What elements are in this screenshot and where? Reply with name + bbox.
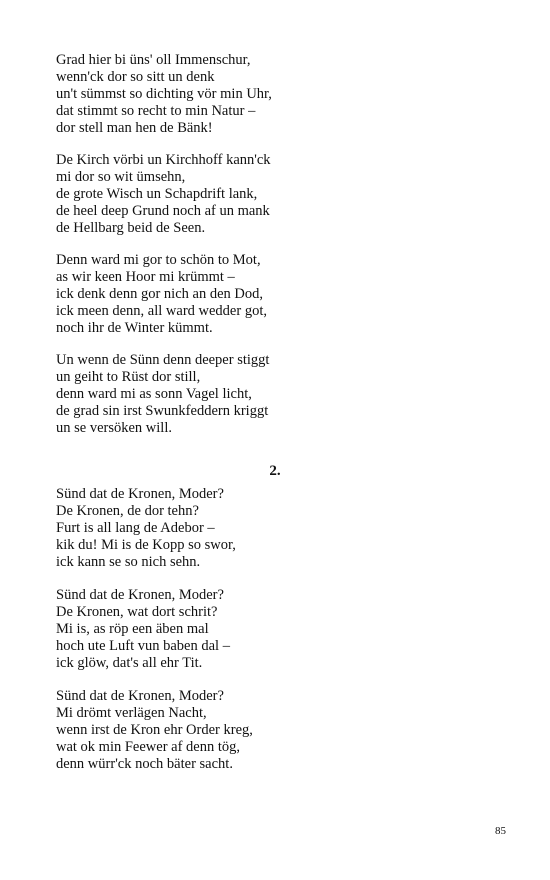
verse-line: Furt is all lang de Adebor – xyxy=(56,520,215,536)
verse-line: De Kirch vörbi un Kirchhoff kann'ck xyxy=(56,152,271,168)
verse-line: hoch ute Luft vun baben dal – xyxy=(56,638,230,654)
stanza-2-1 xyxy=(56,486,236,571)
verse-line: dor stell man hen de Bänk! xyxy=(56,120,213,136)
verse-line: Sünd dat de Kronen, Moder? xyxy=(56,587,224,603)
verse-line: de heel deep Grund noch af un mank xyxy=(56,203,270,219)
verse-line: un se versöken will. xyxy=(56,420,172,436)
stanza-1-4 xyxy=(56,352,269,437)
verse-line: de grad sin irst Swunkfeddern kriggt xyxy=(56,403,269,419)
stanza-2-2 xyxy=(56,587,230,672)
verse-line: Un wenn de Sünn denn deeper stiggt xyxy=(56,352,270,368)
verse-line: noch ihr de Winter kümmt. xyxy=(56,320,213,336)
page-number: 85 xyxy=(495,825,506,837)
verse-line: ick kann se so nich sehn. xyxy=(56,554,201,570)
verse-line: kik du! Mi is de Kopp so swor, xyxy=(56,537,236,553)
verse-line: Sünd dat de Kronen, Moder? xyxy=(56,486,224,502)
verse-line: de grote Wisch un Schapdrift lank, xyxy=(56,186,258,202)
verse-line: dat stimmt so recht to min Natur – xyxy=(56,103,256,119)
verse-line: De Kronen, wat dort schrit? xyxy=(56,604,218,620)
verse-line: denn ward mi as sonn Vagel licht, xyxy=(56,386,252,402)
verse-line: Grad hier bi üns' oll Immenschur, xyxy=(56,52,251,68)
verse-line: ick glöw, dat's all ehr Tit. xyxy=(56,655,203,671)
verse-line: Sünd dat de Kronen, Moder? xyxy=(56,688,224,704)
verse-line: de Hellbarg beid de Seen. xyxy=(56,220,206,236)
section-number: 2. xyxy=(269,463,281,479)
stanza-2-3 xyxy=(56,688,253,773)
verse-line: as wir keen Hoor mi krümmt – xyxy=(56,269,235,285)
verse-line: Mi drömt verlägen Nacht, xyxy=(56,705,207,721)
verse-line: mi dor so wit ümsehn, xyxy=(56,169,186,185)
stanza-1-1 xyxy=(56,52,272,137)
verse-line: un't sümmst so dichting vör min Uhr, xyxy=(56,86,272,102)
verse-line: denn würr'ck noch bäter sacht. xyxy=(56,756,233,772)
verse-line: un geiht to Rüst dor still, xyxy=(56,369,201,385)
verse-line: Denn ward mi gor to schön to Mot, xyxy=(56,252,261,268)
verse-line: ick meen denn, all ward wedder got, xyxy=(56,303,267,319)
verse-line: wat ok min Feewer af denn tög, xyxy=(56,739,241,755)
verse-line: De Kronen, de dor tehn? xyxy=(56,503,199,519)
stanza-1-3 xyxy=(56,252,267,337)
verse-line: Mi is, as röp een äben mal xyxy=(56,621,209,637)
stanza-1-2 xyxy=(56,152,271,237)
verse-line: ick denk denn gor nich an den Dod, xyxy=(56,286,263,302)
verse-line: wenn'ck dor so sitt un denk xyxy=(56,69,215,85)
verse-line: wenn irst de Kron ehr Order kreg, xyxy=(56,722,253,738)
